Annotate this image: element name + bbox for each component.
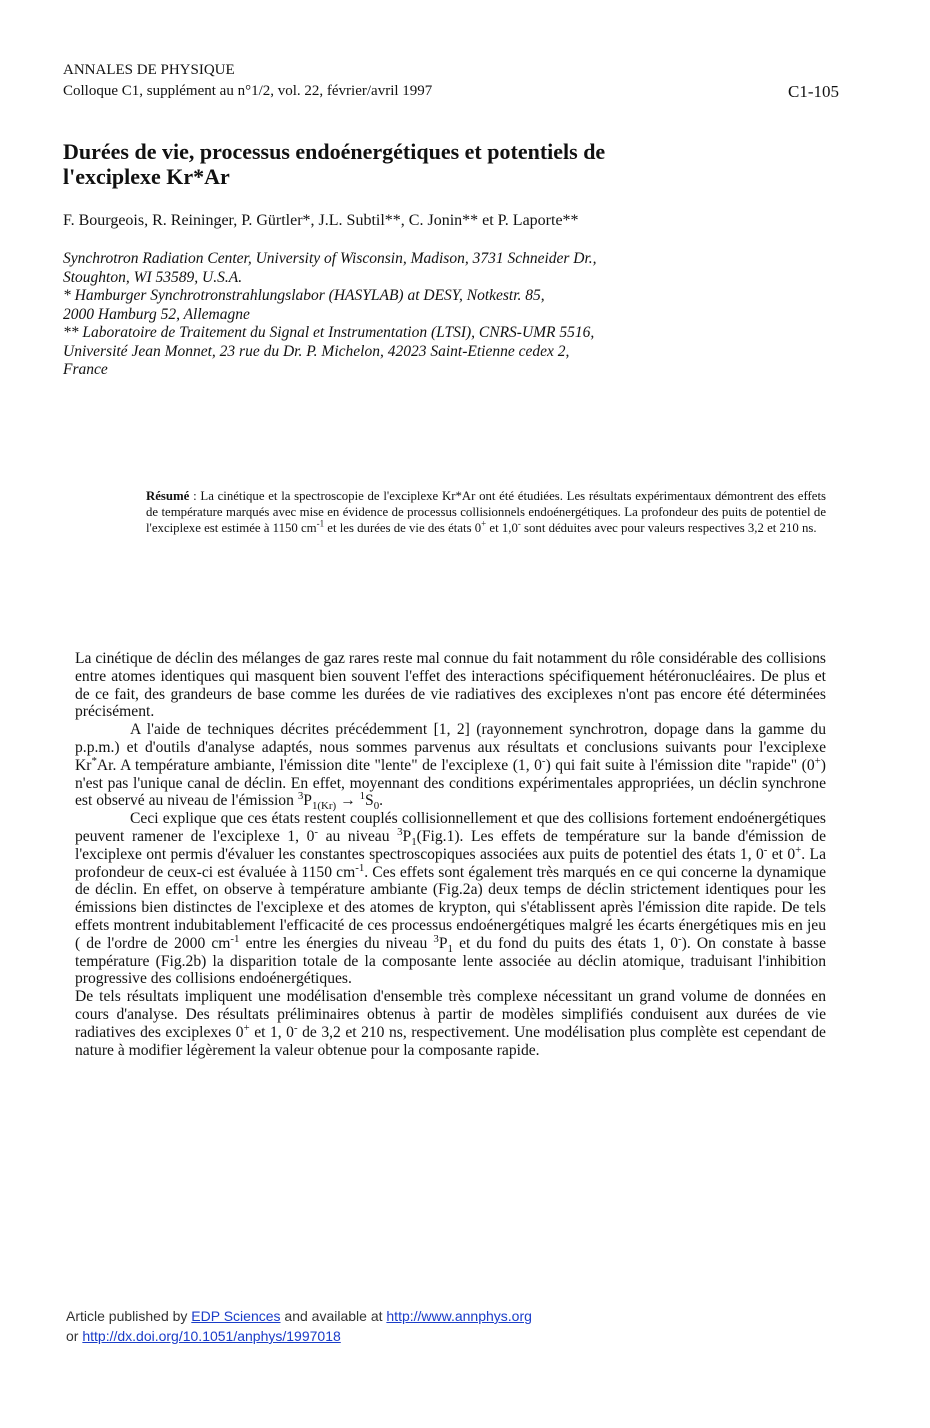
doi-link[interactable]: http://dx.doi.org/10.1051/anphys/1997018 [82,1328,341,1344]
publisher-footer [66,1306,532,1346]
affiliations [63,250,823,380]
edp-sciences-link[interactable]: EDP Sciences [191,1308,281,1324]
journal-header [63,60,432,102]
affiliation-line: ** Laboratoire de Traitement du Signal et Instrumentation (LTSI), CNRS-UMR 5516, [63,324,595,341]
affiliation-line: France [63,361,108,378]
affiliation-line: 2000 Hamburg 52, Allemagne [63,305,250,323]
footer-line-1 [66,1306,532,1326]
page-number: C1-105 [788,82,839,101]
paragraph-4: De tels résultats impliquent une modélisation d'ensemble très complexe nécessitant un grand volume de données en cours d'analyse. Des résultats préliminaires obtenus à partir de modèles simplifiés conduisent aux durées de vie radiatives des exciplexes 0+ et 1, 0- de 3,2 et 210 ns, respectivement. Une modélisation plus complète est cependant de nature à modifier légèrement la valeur obtenue pour la composante rapide. [75,988,826,1059]
abstract-label: Résumé [146,489,190,503]
superscript: -1 [316,518,325,529]
abstract-text: et 1,0 [486,521,518,535]
superscript: + [481,518,487,529]
footer-text: or [66,1328,83,1344]
footer-text: and available at [280,1308,387,1324]
title-line-1: Durées de vie, processus endoénergétiques et potentiels de [63,139,606,164]
footer-text: Article published by [66,1308,192,1324]
journal-issue: Colloque C1, supplément au n°1/2, vol. 22, février/avril 1997 [63,83,433,99]
superscript: - [517,518,521,529]
affiliation-line: Université Jean Monnet, 23 rue du Dr. P. Michelon, 42023 Saint-Etienne cedex 2, [63,342,570,360]
title-line-2: l'exciplexe Kr*Ar [63,164,230,189]
author-list: F. Bourgeois, R. Reininger, P. Gürtler*, J.L. Subtil**, C. Jonin** et P. Laporte** [63,212,579,229]
paragraph-1: La cinétique de déclin des mélanges de gaz rares reste mal connue du fait notamment du rôle considérable des collisions entre atomes identiques qui masquent bien souvent l'effet des interactions spécifiquement hétéronucléaires. De plus et de ce fait, des grandeurs de base comme les durées de vie radiatives des exciplexes n'ont pas encore été déterminées précisément. [75,650,826,721]
annphys-link[interactable]: http://www.annphys.org [386,1308,532,1324]
affiliation-line: Stoughton, WI 53589, U.S.A. [63,268,243,286]
affiliation-line: Synchrotron Radiation Center, University of Wisconsin, Madison, 3731 Schneider Dr., [63,250,597,267]
abstract-text: : La cinétique et la spectroscopie de l'exciplexe Kr*Ar ont été étudiées. Les résultats expérimentaux démontrent des effets de température marqués avec mise en évidence de processus collisionnels endoénergétiques. La profondeur des puits de potentiel de l'exciplexe est estimée à 1150 cm [146,489,826,535]
abstract [146,488,826,536]
journal-name: ANNALES DE PHYSIQUE [63,62,235,78]
paragraph-2: A l'aide de techniques décrites précédemment [1, 2] (rayonnement synchrotron, dopage dans la gamme du p.p.m.) et d'outils d'analyse adaptés, nous sommes parvenus aux résultats et conclusions suivants pour l'exciplexe Kr*Ar. A température ambiante, l'émission dite "lente" de l'exciplexe (1, 0-) qui fait suite à l'émission dite "rapide" (0+) n'est pas l'unique canal de déclin. En effet, moyennant des conditions expérimentales appropriées, un déclin synchrone est observé au niveau de l'émission $^3P_{1(Kr)} \to ^1S_0$. [75,721,826,813]
abstract-text: sont déduites avec pour valeurs respectives 3,2 et 210 ns. [520,521,817,535]
body-text [75,650,826,1059]
paragraph-3: Ceci explique que ces états restent couplés collisionnellement et que des collisions fortement endoénergétiques peuvent ramener de l'exciplexe 1, 0- au niveau $^3P_1(Fig.1)$. Les effets de température sur la bande d'émission de l'exciplexe ont permis d'évaluer les constantes spectroscopiques associées aux puits de potentiel des états 1, 0- et 0+. La profondeur de ceux-ci est évaluée à 1150 $cm^{-1}$. Ces effets sont également très marqués en ce qui concerne la dynamique de déclin. En effet, on observe à température ambiante (Fig.2a) deux temps de déclin strictement identiques pour les émissions bien distinctes de l'exciplexe et des atomes de krypton, qui s'établissent après l'émission dite rapide. De tels effets montrent indubitablement l'efficacité de ces processus endoénergétiques malgré les écarts énergétiques mis en jeu ( de l'ordre de 2000 $cm^{-1}$ entre les énergies du niveau $^3P_1$ et du fond du puits des états 1, 0-). On constate à basse température (Fig.2b) la disparition totale de la composante lente associée au déclin atomique, traduisant l'inhibition progressive des collisions endoénergétiques. [75,810,827,988]
abstract-text: et les durées de vie des états 0 [324,521,482,535]
footer-line-2 [66,1326,532,1346]
affiliation-line: * Hamburger Synchrotronstrahlungslabor (HASYLAB) at DESY, Notkestr. 85, [63,287,545,304]
paper-title [63,139,823,189]
